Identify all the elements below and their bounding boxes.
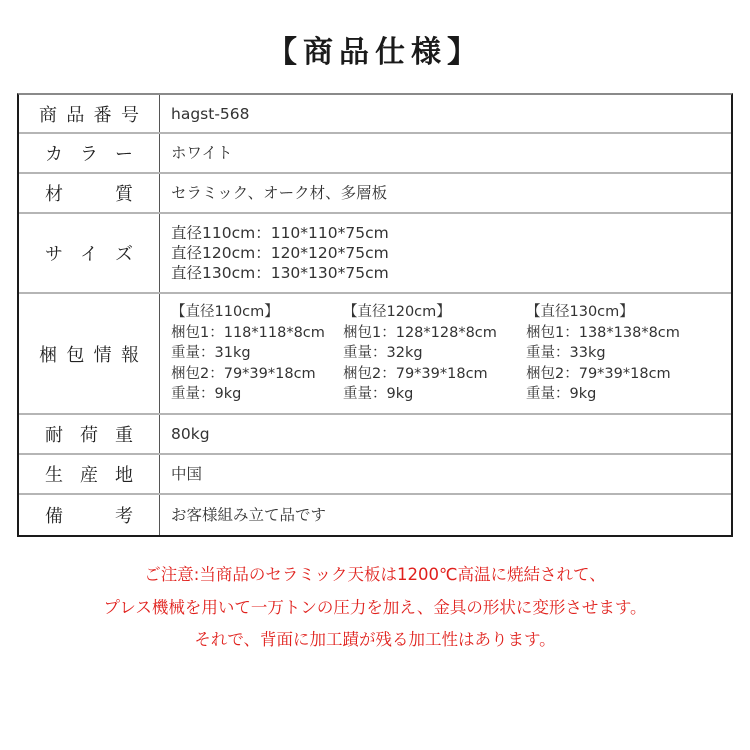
- packaging-heading: 【直径130cm】: [526, 304, 634, 321]
- row-label: [19, 214, 160, 292]
- row-label: [19, 134, 160, 172]
- spec-row-product-number: [19, 95, 731, 134]
- label-char: 情: [93, 344, 112, 366]
- row-label: [19, 95, 160, 132]
- label-char: 梱: [39, 344, 57, 366]
- packaging-column-110: [171, 302, 343, 405]
- packaging-package2: 梱包2：79*39*18cm: [343, 365, 488, 382]
- label-char: 包: [66, 344, 85, 366]
- remarks-value: お客様組み立て品です: [171, 506, 327, 524]
- packaging-heading: 【直径120cm】: [343, 304, 451, 321]
- label-char: 重: [115, 425, 133, 446]
- size-value: [160, 214, 731, 292]
- caution-notice: [0, 560, 750, 658]
- label-char: ー: [115, 144, 133, 165]
- label-char: サ: [45, 244, 63, 265]
- caution-line: プレス機械を用いて一万トンの圧力を加え、金具の形状に変形させます。: [103, 597, 647, 617]
- packaging-package1: 梱包1：128*128*8cm: [343, 324, 497, 341]
- packaging-value: [160, 294, 731, 413]
- label-char: 品: [66, 104, 85, 126]
- origin-value: 中国: [171, 465, 203, 483]
- label-char: ラ: [80, 144, 98, 165]
- spec-row-remarks: [19, 495, 731, 535]
- caution-line: それで、背面に加工蹟が残る加工性はあります。: [194, 630, 556, 649]
- row-label: [19, 495, 160, 535]
- packaging-package1: 梱包1：118*118*8cm: [171, 324, 325, 341]
- product-number-value: hagst-568: [171, 104, 250, 123]
- size-line: 直径110cm：110*110*75cm: [171, 224, 389, 242]
- label-char: カ: [45, 144, 63, 165]
- row-label: [19, 415, 160, 453]
- row-label: [19, 294, 160, 413]
- label-char: 地: [115, 465, 133, 486]
- load-capacity-value: 80kg: [171, 425, 210, 443]
- spec-table: [17, 93, 733, 537]
- spec-row-packaging: [19, 294, 731, 415]
- packaging-package2: 梱包2：79*39*18cm: [171, 365, 316, 382]
- caution-line: ご注意:当商品のセラミック天板は1200℃高温に焼結されて、: [144, 565, 606, 584]
- packaging-package1: 梱包1：138*138*8cm: [526, 324, 680, 341]
- row-label: [19, 455, 160, 493]
- size-line: 直径120cm：120*120*75cm: [171, 244, 389, 262]
- label-char: 番: [93, 104, 112, 126]
- label-char: 報: [120, 344, 139, 366]
- spec-row-load-capacity: [19, 415, 731, 455]
- material-value: セラミック、オーク材、多層板: [171, 184, 388, 202]
- packaging-weight1: 重量：33kg: [526, 345, 606, 362]
- label-char: 号: [120, 104, 139, 126]
- label-char: ズ: [115, 244, 133, 265]
- packaging-package2: 梱包2：79*39*18cm: [526, 365, 671, 382]
- label-char: イ: [80, 244, 98, 265]
- packaging-grid: [171, 302, 731, 405]
- label-char: 生: [45, 465, 63, 486]
- packaging-weight1: 重量：31kg: [171, 345, 251, 362]
- label-char: 商: [39, 104, 57, 126]
- spec-row-color: [19, 134, 731, 174]
- label-char: 荷: [80, 425, 98, 446]
- packaging-column-130: [526, 302, 706, 405]
- packaging-weight2: 重量：9kg: [171, 386, 242, 403]
- spec-row-origin: [19, 455, 731, 495]
- packaging-weight1: 重量：32kg: [343, 345, 423, 362]
- spec-row-size: [19, 214, 731, 294]
- label-char: 耐: [45, 425, 63, 446]
- label-char: 材: [45, 184, 63, 205]
- packaging-weight2: 重量：9kg: [526, 386, 597, 403]
- label-char: 産: [80, 465, 98, 486]
- page-title: 【商品仕様】: [267, 35, 483, 70]
- label-char: 備: [45, 506, 63, 527]
- color-value: ホワイト: [171, 144, 233, 162]
- spec-row-material: [19, 174, 731, 214]
- packaging-weight2: 重量：9kg: [343, 386, 414, 403]
- label-char: 質: [115, 184, 133, 205]
- packaging-column-120: [343, 302, 526, 405]
- row-label: [19, 174, 160, 212]
- packaging-heading: 【直径110cm】: [171, 304, 279, 321]
- size-line: 直径130cm：130*130*75cm: [171, 264, 389, 282]
- label-char: 考: [115, 506, 133, 527]
